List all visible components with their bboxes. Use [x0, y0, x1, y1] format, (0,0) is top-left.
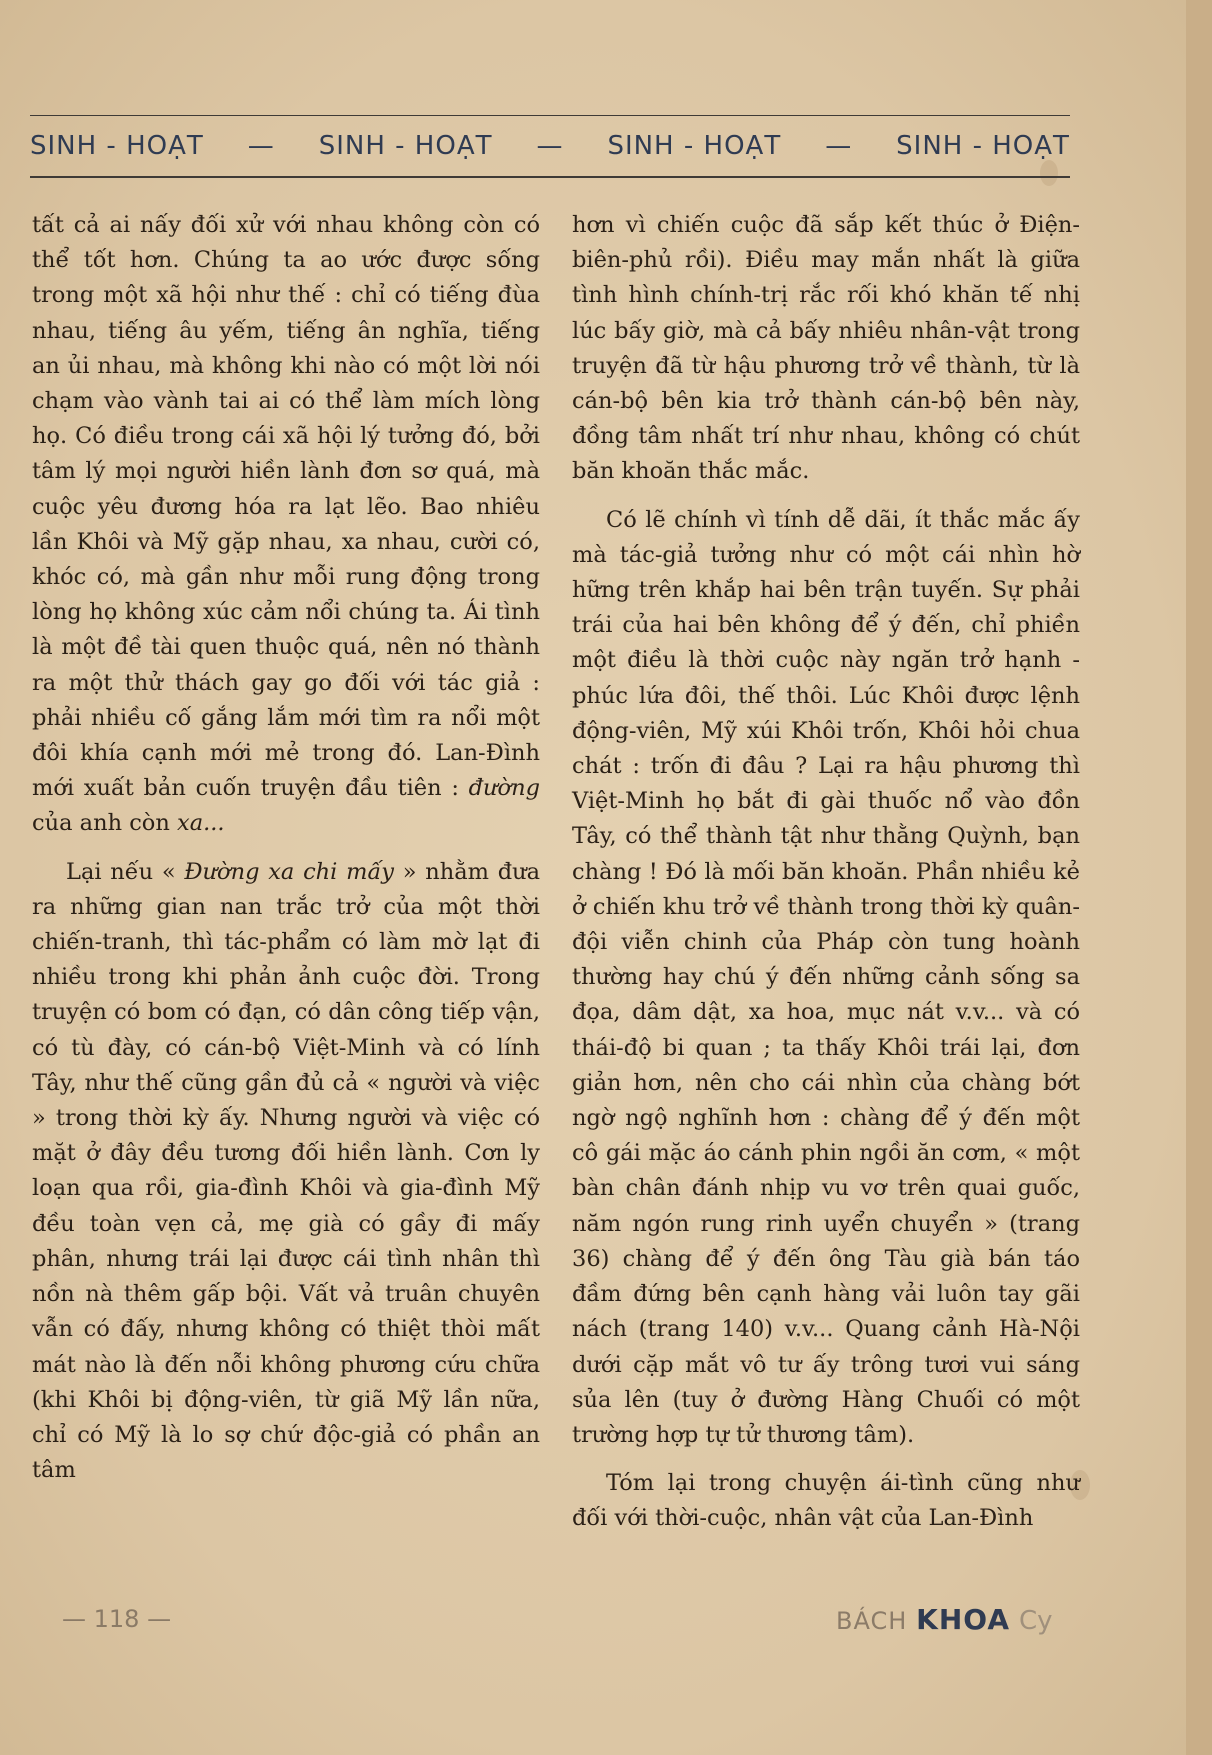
paragraph-text: tất cả ai nấy đối xử với nhau không còn có thể tốt hơn. Chúng ta ao ước được sống trong một xã hội như thế : chỉ có tiếng đùa nhau, tiếng âu yếm, tiếng ân nghĩa, tiếng an ủi nhau, mà không khi nào có một lời nói chạm vào vành tai ai có thể làm mích lòng họ. Có điều trong cái xã hội lý tưởng đó, bởi tâm lý mọi người hiền lành đơn sơ quá, mà cuộc yêu đương hóa ra lạt lẽo. Bao nhiêu lần Khôi và Mỹ gặp nhau, xa nhau, cười có, khóc có, mà gần như mỗi rung động trong lòng họ không xúc cảm nổi chúng ta. Ái tình là một đề tài quen thuộc quá, nên nó thành ra một thử thách gay go đối với tác giả : phải nhiều cố gắng lắm mới tìm ra nổi một đôi khía cạnh mới mẻ trong đó. Lan-Đình mới xuất bản cuốn truyện đầu tiên : — [32, 212, 540, 802]
header-item: SINH - HOẠT — [607, 131, 782, 161]
paragraph-text: của anh còn — [32, 810, 170, 837]
book-title-italic: đường — [468, 775, 540, 802]
paragraph: Có lẽ chính vì tính dễ dãi, ít thắc mắc ấy mà tác-giả tưởng như có một cái nhìn hờ hững trên khắp hai bên trận tuyến. Sự phải trái của hai bên không để ý đến, chỉ phiền một điều là thời cuộc này ngăn trở hạnh - phúc lứa đôi, thế thôi. Lúc Khôi được lệnh động-viên, Mỹ xúi Khôi trốn, Khôi hỏi chua chát : trốn đi đâu ? Lại ra hậu phương thì Việt-Minh họ bắt đi gài thuốc nổ vào đồn Tây, có thể thành tật như thằng Quỳnh, bạn chàng ! Đó là mối băn khoăn. Phần nhiều kẻ ở chiến khu trở về thành trong thời kỳ quân-đội viễn chinh của Pháp còn tung hoành thường hay chú ý đến những cảnh sống sa đọa, dâm dật, xa hoa, mục nát v.v... và có thái-độ bi quan ; ta thấy Khôi trái lại, đơn giản hơn, nên cho cái nhìn của chàng bớt ngờ ngộ nghĩnh hơn : chàng để ý đến một cô gái mặc áo cánh phin ngồi ăn cơm, « một bàn chân đánh nhịp vu vơ trên quai guốc, năm ngón rung rinh uyển chuyển » (trang 36) chàng để ý đến ông Tàu già bán táo đầm đứng bên cạnh hàng vải luôn tay gãi nách (trang 140) v.v... Quang cảnh Hà-Nội dưới cặp mắt vô tư ấy trông tươi vui sáng sủa lên (tuy ở đường Hàng Chuối có một trường hợp tự tử thương tâm). — [572, 506, 1080, 1448]
magazine-name — [836, 1603, 1052, 1636]
paragraph — [32, 855, 540, 1489]
page-number: — 118 — — [62, 1605, 172, 1633]
paragraph — [32, 208, 540, 842]
paragraph-text: Lại nếu « — [66, 858, 176, 885]
book-title-italic: Đường xa chi mấy — [184, 858, 394, 885]
header-item: SINH - HOẠT — [318, 131, 493, 161]
header-item: SINH - HOẠT — [30, 131, 204, 161]
paragraph: hơn vì chiến cuộc đã sắp kết thúc ở Điện-biên-phủ rồi). Điều may mắn nhất là giữa tình hình chính-trị rắc rối khó khăn tế nhị lúc bấy giờ, mà cả bấy nhiêu nhân-vật trong truyện đã từ hậu phương trở về thành, từ là cán-bộ bên kia trở thành cán-bộ bên này, đồng tâm nhất trí như nhau, không có chút băn khoăn thắc mắc. — [572, 212, 1080, 485]
book-title-italic: xa... — [177, 810, 225, 837]
left-column — [32, 208, 540, 1488]
header-separator: — — [536, 131, 564, 161]
running-header — [30, 115, 1070, 178]
header-item: SINH - HOẠT — [896, 131, 1070, 161]
paragraph-text: » nhằm đưa ra những gian nan trắc trở của một thời chiến-tranh, thì tác-phẩm có làm mờ lạt đi nhiều trong khi phản ảnh cuộc đời. Trong truyện có bom có đạn, có dân công tiếp vận, có tù đày, có cán-bộ Việt-Minh và có lính Tây, như thế cũng gần đủ cả « người và việc » trong thời kỳ ấy. Nhưng người và việc có mặt ở đây đều tương đối hiền lành. Cơn ly loạn qua rồi, gia-đình Khôi và gia-đình Mỹ đều toàn vẹn cả, mẹ già có gầy đi mấy phân, nhưng trái lại được cái tình nhân thì nồn nà thêm gấp bội. Vất vả truân chuyên vẫn có đấy, nhưng không có thiệt thòi mất mát nào là đến nỗi không phương cứu chữa (khi Khôi bị động-viên, từ giã Mỹ lần nữa, chỉ có Mỹ là lo sợ chứ độc-giả có phần an tâm — [32, 858, 540, 1484]
header-separator: — — [825, 131, 853, 161]
right-column — [572, 208, 1080, 1537]
paragraph: Tóm lại trong chuyện ái-tình cũng như đối với thời-cuộc, nhân vật của Lan-Đình — [572, 1470, 1080, 1532]
page-edge — [1186, 0, 1212, 1755]
header-separator: — — [247, 131, 275, 161]
magazine-name-part: KHOA — [916, 1603, 1011, 1636]
magazine-name-part: BÁCH — [836, 1607, 908, 1635]
magazine-name-part: Cy — [1018, 1606, 1053, 1636]
